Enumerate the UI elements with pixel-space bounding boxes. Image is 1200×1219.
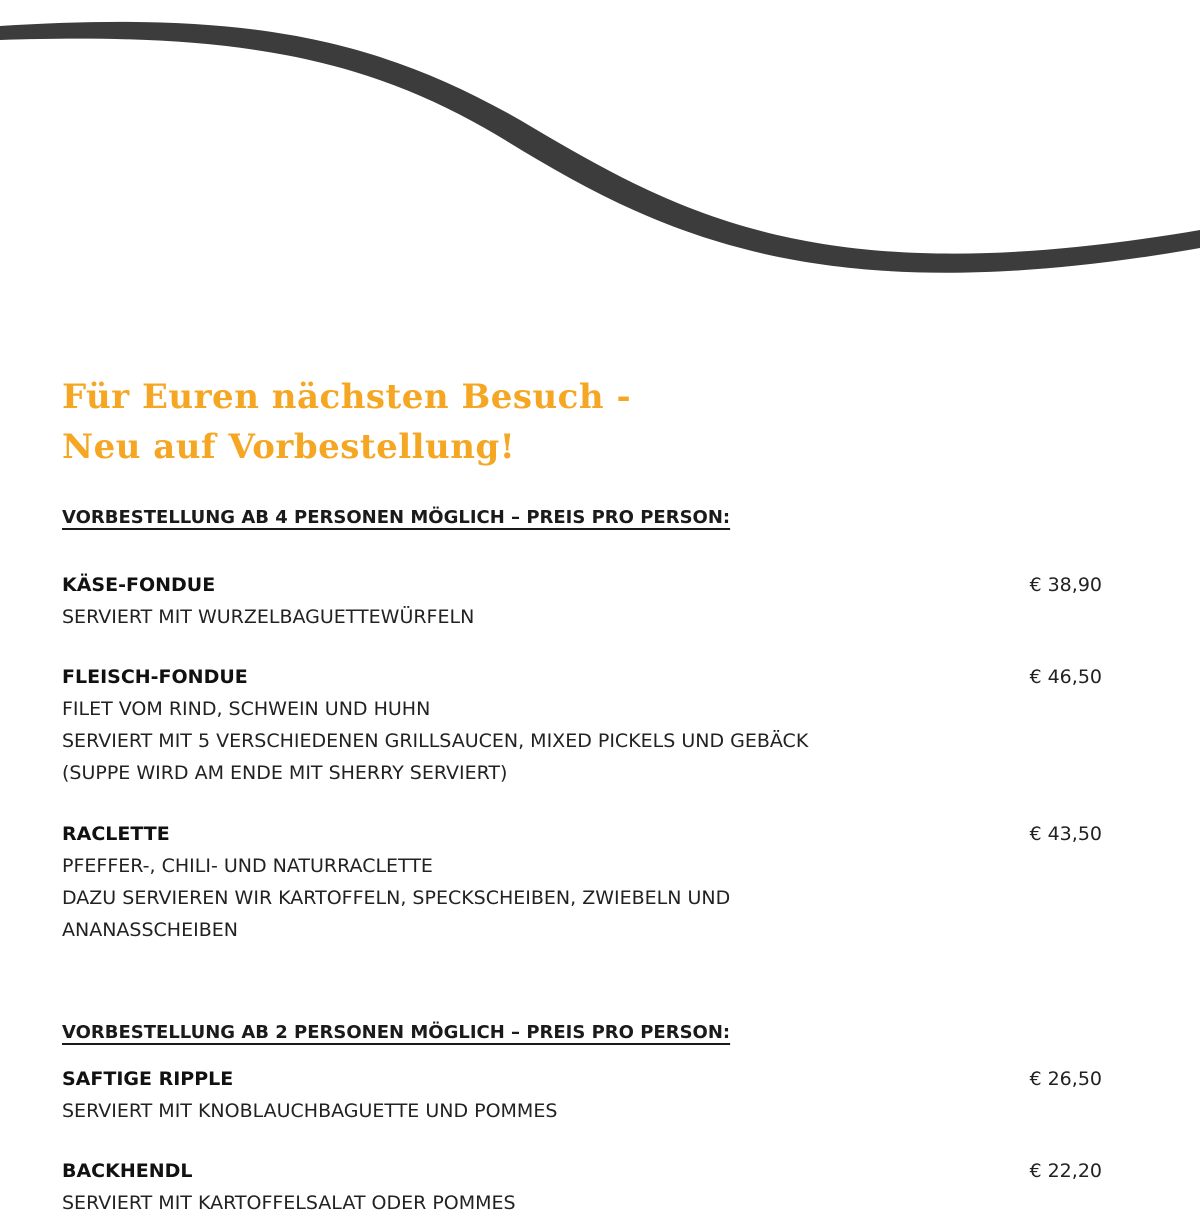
section-title-4-persons: VORBESTELLUNG AB 4 PERSONEN MÖGLICH – PREIS PRO PERSON: bbox=[62, 507, 731, 528]
menu-item-name: FLEISCH-FONDUE bbox=[62, 666, 248, 688]
menu-item-raclette bbox=[62, 818, 1102, 946]
wave-stroke bbox=[0, 22, 1200, 273]
menu-item-saftige-ripple bbox=[62, 1063, 1102, 1127]
menu-item-description: SERVIERT MIT 5 VERSCHIEDENEN GRILLSAUCEN, MIXED PICKELS UND GEBÄCK bbox=[62, 730, 809, 752]
menu-item-name: SAFTIGE RIPPLE bbox=[62, 1068, 234, 1090]
menu-item-description: SERVIERT MIT WURZELBAGUETTEWÜRFELN bbox=[62, 606, 475, 628]
heading-line-1: Für Euren nächsten Besuch - bbox=[62, 377, 632, 417]
menu-item-price: € 22,20 bbox=[1029, 1160, 1102, 1182]
menu-item-price: € 38,90 bbox=[1029, 574, 1102, 596]
section-title-2-persons: VORBESTELLUNG AB 2 PERSONEN MÖGLICH – PREIS PRO PERSON: bbox=[62, 1022, 731, 1043]
menu-item-backhendl bbox=[62, 1155, 1102, 1219]
menu-item-description: DAZU SERVIEREN WIR KARTOFFELN, SPECKSCHEIBEN, ZWIEBELN UND bbox=[62, 887, 731, 909]
menu-item-description: (SUPPE WIRD AM ENDE MIT SHERRY SERVIERT) bbox=[62, 762, 508, 784]
menu-item-name: BACKHENDL bbox=[62, 1160, 193, 1182]
menu-item-description: SERVIERT MIT KNOBLAUCHBAGUETTE UND POMMES bbox=[62, 1100, 558, 1122]
menu-item-price: € 26,50 bbox=[1029, 1068, 1102, 1090]
menu-item-name: KÄSE-FONDUE bbox=[62, 574, 216, 596]
menu-item-kaese-fondue bbox=[62, 569, 1102, 633]
menu-item-description: ANANASSCHEIBEN bbox=[62, 919, 238, 941]
menu-item-price: € 43,50 bbox=[1029, 823, 1102, 845]
decorative-wave bbox=[0, 0, 1200, 300]
menu-item-description: SERVIERT MIT KARTOFFELSALAT ODER POMMES bbox=[62, 1192, 516, 1214]
menu-item-fleisch-fondue bbox=[62, 661, 1102, 789]
menu-item-description: FILET VOM RIND, SCHWEIN UND HUHN bbox=[62, 698, 431, 720]
menu-item-name: RACLETTE bbox=[62, 823, 170, 845]
menu-item-price: € 46,50 bbox=[1029, 666, 1102, 688]
page-heading bbox=[62, 372, 631, 472]
heading-line-2: Neu auf Vorbestellung! bbox=[62, 427, 516, 467]
menu-item-description: PFEFFER-, CHILI- UND NATURRACLETTE bbox=[62, 855, 433, 877]
